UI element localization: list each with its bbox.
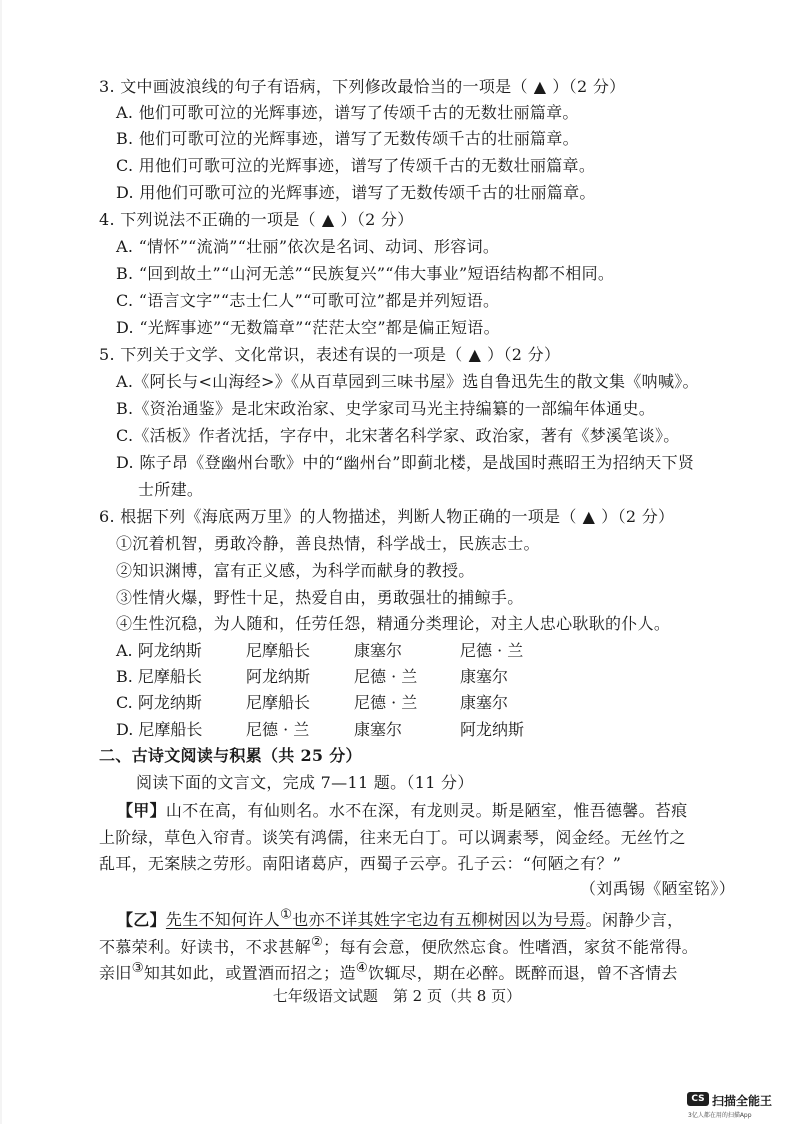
passage-jia-line-1: 【甲】山不在高，有仙则名。水不在深，有龙则灵。斯是陋室，惟吾德馨。苔痕 [117,801,688,820]
grid-cell: 尼摩船长 [246,693,311,712]
grid-cell: 康塞尔 [354,720,403,739]
passage-jia-line-2: 上阶绿，草色入帘青。谈笑有鸿儒，往来无白丁。可以调素琴，阅金经。无丝竹之 [99,828,686,847]
grid-cell: 康塞尔 [460,693,509,712]
question-3-option-b: B. 他们可歌可泣的光辉事迹，谱写了无数传颂千古的壮丽篇章。 [116,129,579,148]
question-3-option-d: D. 用他们可歌可泣的光辉事迹，谱写了无数传颂千古的壮丽篇章。 [116,183,596,202]
question-3-option-c: C. 用他们可歌可泣的光辉事迹，谱写了传颂千古的无数壮丽篇章。 [116,156,596,175]
answer-blank-triangle: ▲ [321,210,335,229]
scanner-app-tagline: 3亿人都在用的扫描App [688,1112,752,1119]
grid-cell: 尼摩船长 [246,641,311,660]
passage-jia-source: （刘禹锡《陋室铭》） [580,879,736,898]
question-5-option-c: C.《活板》作者沈括，字存中，北宋著名科学家、政治家，著有《梦溪笔谈》。 [116,426,680,445]
reading-instruction: 阅读下面的文言文，完成 7—11 题。（11 分） [136,773,474,792]
grid-cell: 尼德 · 兰 [354,693,418,712]
grid-cell: 阿龙纳斯 [246,667,311,686]
section-heading: 二、古诗文阅读与积累（共 25 分） [99,746,362,765]
question-4-option-b: B. “回到故土”“山河无恙”“民族复兴”“伟大事业”短语结构都不相同。 [116,264,615,283]
question-5-option-d-cont: 士所建。 [138,480,204,499]
question-4-title: 4. 下列说法不正确的一项是（ ▲ ）（2 分） [99,210,414,229]
grid-cell: A. 阿龙纳斯 [116,641,202,660]
answer-blank-triangle: ▲ [582,507,596,526]
grid-cell: B. 尼摩船长 [116,667,202,686]
question-6-item-2: ②知识渊博，富有正义感，为科学而献身的教授。 [116,561,475,580]
question-5-option-b: B.《资治通鉴》是北宋政治家、史学家司马光主持编纂的一部编年体通史。 [116,399,656,418]
grid-cell: D. 尼摩船长 [116,720,203,739]
passage-yi-line-3: 亲旧③知其如此，或置酒而招之；造④饮辄尽，期在必醉。既醉而退，曾不吝情去 [99,961,678,983]
passage-yi-line-2: 不慕荣利。好读书，不求甚解②；每有会意，便欣然忘食。性嗜酒，家贫不能常得。 [99,935,699,957]
question-4-option-a: A. “情怀”“流淌”“壮丽”依次是名词、动词、形容词。 [116,237,500,256]
passage-jia-line-3: 乱耳，无案牍之劳形。南阳诸葛庐，西蜀子云亭。孔子云：“何陋之有？” [99,854,622,873]
question-6-title: 6. 根据下列《海底两万里》的人物描述，判断人物正确的一项是（ ▲ ）（2 分） [99,507,675,526]
answer-blank-triangle: ▲ [533,77,547,96]
grid-cell: 康塞尔 [460,667,509,686]
grid-cell: 阿龙纳斯 [460,720,525,739]
question-3-title: 3. 文中画波浪线的句子有语病，下列修改最恰当的一项是（ ▲ ）（2 分） [99,77,626,96]
grid-cell: 尼德 · 兰 [354,667,418,686]
passage-yi-line-1: 【乙】先生不知何许人①也亦不详其姓字宅边有五柳树因以为号焉。闲静少言， [117,908,684,930]
question-6-item-1: ①沉着机智，勇敢冷静，善良热情，科学战士，民族志士。 [116,534,540,553]
page-footer: 七年级语文试题 第 2 页（共 8 页） [272,987,522,1005]
question-5-option-a: A.《阿长与<山海经>》《从百草园到三味书屋》选自鲁迅先生的散文集《呐喊》。 [116,372,699,391]
question-6-item-3: ③性情火爆，野性十足，热爱自由，勇敢强壮的捕鲸手。 [116,588,524,607]
question-6-item-4: ④生性沉稳，为人随和，任劳任怨，精通分类理论，对主人忠心耿耿的仆人。 [116,614,671,633]
grid-cell: C. 阿龙纳斯 [116,693,202,712]
underlined-sentence: 先生不知何许人①也亦不详其姓字宅边有五柳树因以为号焉 [165,908,586,930]
passage-label-yi: 【乙】 [117,910,166,930]
grid-cell: 尼德 · 兰 [460,641,524,660]
scan-edge-shadow [0,0,2,1124]
passage-label-jia: 【甲】 [117,801,166,820]
answer-blank-triangle: ▲ [468,345,482,364]
camscanner-logo-icon: CS [687,1092,709,1106]
grid-cell: 尼德 · 兰 [246,720,310,739]
question-5-option-d: D. 陈子昂《登幽州台歌》中的“幽州台”即蓟北楼，是战国时燕昭王为招纳天下贤 [116,453,695,472]
question-3-option-a: A. 他们可歌可泣的光辉事迹，谱写了传颂千古的无数壮丽篇章。 [116,103,579,122]
scanner-app-name: 扫描全能王 [712,1094,773,1108]
question-4-option-d: D. “光辉事迹”“无数篇章”“茫茫太空”都是偏正短语。 [116,318,500,337]
grid-cell: 康塞尔 [354,641,403,660]
question-5-title: 5. 下列关于文学、文化常识，表述有误的一项是（ ▲ ）（2 分） [99,345,561,364]
question-4-option-c: C. “语言文字”“志士仁人”“可歌可泣”都是并列短语。 [116,291,500,310]
